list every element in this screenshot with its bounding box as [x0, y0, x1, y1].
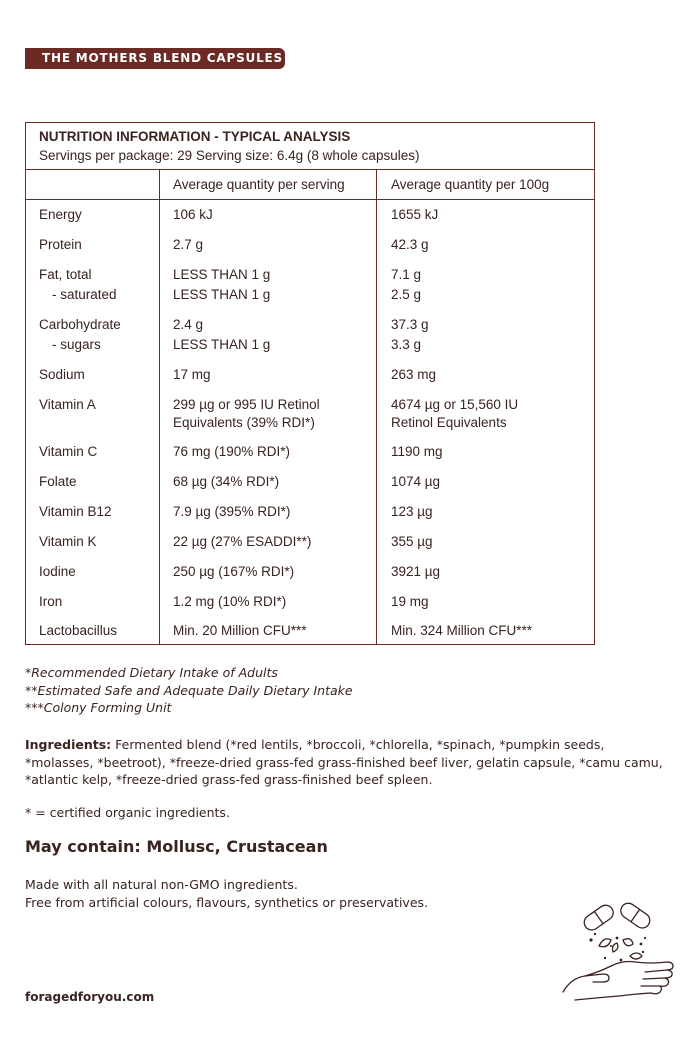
natural-claim-line: Made with all natural non-GMO ingredients.	[25, 877, 298, 892]
serving-value: Equivalents (39% RDI*)	[173, 415, 315, 430]
hand-with-capsules-icon	[555, 900, 680, 1005]
per100-value: Min. 324 Million CFU***	[391, 623, 533, 638]
table-divider	[26, 199, 594, 200]
nutrition-table	[25, 122, 595, 645]
per100-value: 2.5 g	[391, 287, 422, 302]
ingredients	[25, 736, 665, 789]
ingredients-label: Ingredients:	[25, 737, 112, 752]
nutrient-name: Vitamin B12	[39, 504, 112, 519]
header-per-100g: Average quantity per 100g	[391, 177, 550, 192]
nutrient-name: Energy	[39, 207, 82, 222]
footnotes	[25, 664, 353, 717]
per100-value: 1074 µg	[391, 474, 441, 489]
organic-note: * = certified organic ingredients.	[25, 805, 230, 820]
per100-value: 1655 kJ	[391, 207, 439, 222]
per100-value: 3921 µg	[391, 564, 441, 579]
natural-claim-line: Free from artificial colours, flavours, synthetics or preservatives.	[25, 895, 428, 910]
per100-value: 42.3 g	[391, 237, 429, 252]
serving-value: 250 µg (167% RDI*)	[173, 564, 295, 579]
serving-value: 1.2 mg (10% RDI*)	[173, 594, 287, 609]
nutrient-name: Vitamin A	[39, 397, 96, 412]
nutrient-name: Vitamin K	[39, 534, 97, 549]
serving-value: 2.7 g	[173, 237, 204, 252]
serving-value: LESS THAN 1 g	[173, 287, 271, 302]
nutrient-name: Iron	[39, 594, 63, 609]
nutrient-name: Folate	[39, 474, 77, 489]
serving-value: 299 µg or 995 IU Retinol	[173, 397, 320, 412]
per100-value: 37.3 g	[391, 317, 429, 332]
serving-value: LESS THAN 1 g	[173, 337, 271, 352]
per100-value: 19 mg	[391, 594, 429, 609]
nutrient-name: Sodium	[39, 367, 85, 382]
table-divider	[26, 169, 594, 170]
allergen-warning: May contain: Mollusc, Crustacean	[25, 837, 328, 856]
serving-value: LESS THAN 1 g	[173, 267, 271, 282]
column-divider	[376, 169, 377, 644]
serving-value: 2.4 g	[173, 317, 204, 332]
serving-value: Min. 20 Million CFU***	[173, 623, 307, 638]
serving-value: 76 mg (190% RDI*)	[173, 444, 291, 459]
ingredients-text: Fermented blend (*red lentils, *broccoli, *chlorella, *spinach, *pumpkin seeds, *molasses, *beetroot), *freeze-dried grass-fed grass-finished beef liver, gelatin capsule, *camu camu, *atlantic kelp, *freeze-dried grass-fed grass-finished beef spleen.	[25, 737, 663, 787]
header-per-serving: Average quantity per serving	[173, 177, 345, 192]
nutrient-name: - saturated	[52, 287, 117, 302]
per100-value: 355 µg	[391, 534, 433, 549]
serving-value: 17 mg	[173, 367, 211, 382]
per100-value: 1190 mg	[391, 444, 443, 459]
per100-value: 3.3 g	[391, 337, 422, 352]
serving-value: 22 µg (27% ESADDI**)	[173, 534, 312, 549]
natural-claims	[25, 876, 428, 912]
nutrient-name: Vitamin C	[39, 444, 98, 459]
footnote-esaddi: **Estimated Safe and Adequate Daily Dietary Intake	[25, 682, 353, 698]
website-link[interactable]: foragedforyou.com	[25, 990, 155, 1004]
footnote-cfu: ***Colony Forming Unit	[25, 700, 172, 715]
serving-value: 106 kJ	[173, 207, 213, 222]
serving-value: 68 µg (34% RDI*)	[173, 474, 280, 489]
column-divider	[159, 169, 160, 644]
nutrient-name: Carbohydrate	[39, 317, 121, 332]
serving-value: 7.9 µg (395% RDI*)	[173, 504, 291, 519]
nutrient-name: Iodine	[39, 564, 76, 579]
nutrient-name: - sugars	[52, 337, 101, 352]
per100-value: 123 µg	[391, 504, 433, 519]
per100-value: 7.1 g	[391, 267, 422, 282]
nutrient-name: Lactobacillus	[39, 623, 118, 638]
per100-value: Retinol Equivalents	[391, 415, 507, 430]
per100-value: 4674 µg or 15,560 IU	[391, 397, 519, 412]
nutrition-title: NUTRITION INFORMATION - TYPICAL ANALYSIS	[39, 129, 351, 144]
per100-value: 263 mg	[391, 367, 437, 382]
product-title-banner: THE MOTHERS BLEND CAPSULES	[25, 48, 285, 69]
nutrient-name: Protein	[39, 237, 82, 252]
footnote-rdi: *Recommended Dietary Intake of Adults	[25, 665, 278, 680]
nutrient-name: Fat, total	[39, 267, 92, 282]
servings-info: Servings per package: 29 Serving size: 6.4g (8 whole capsules)	[39, 148, 420, 163]
